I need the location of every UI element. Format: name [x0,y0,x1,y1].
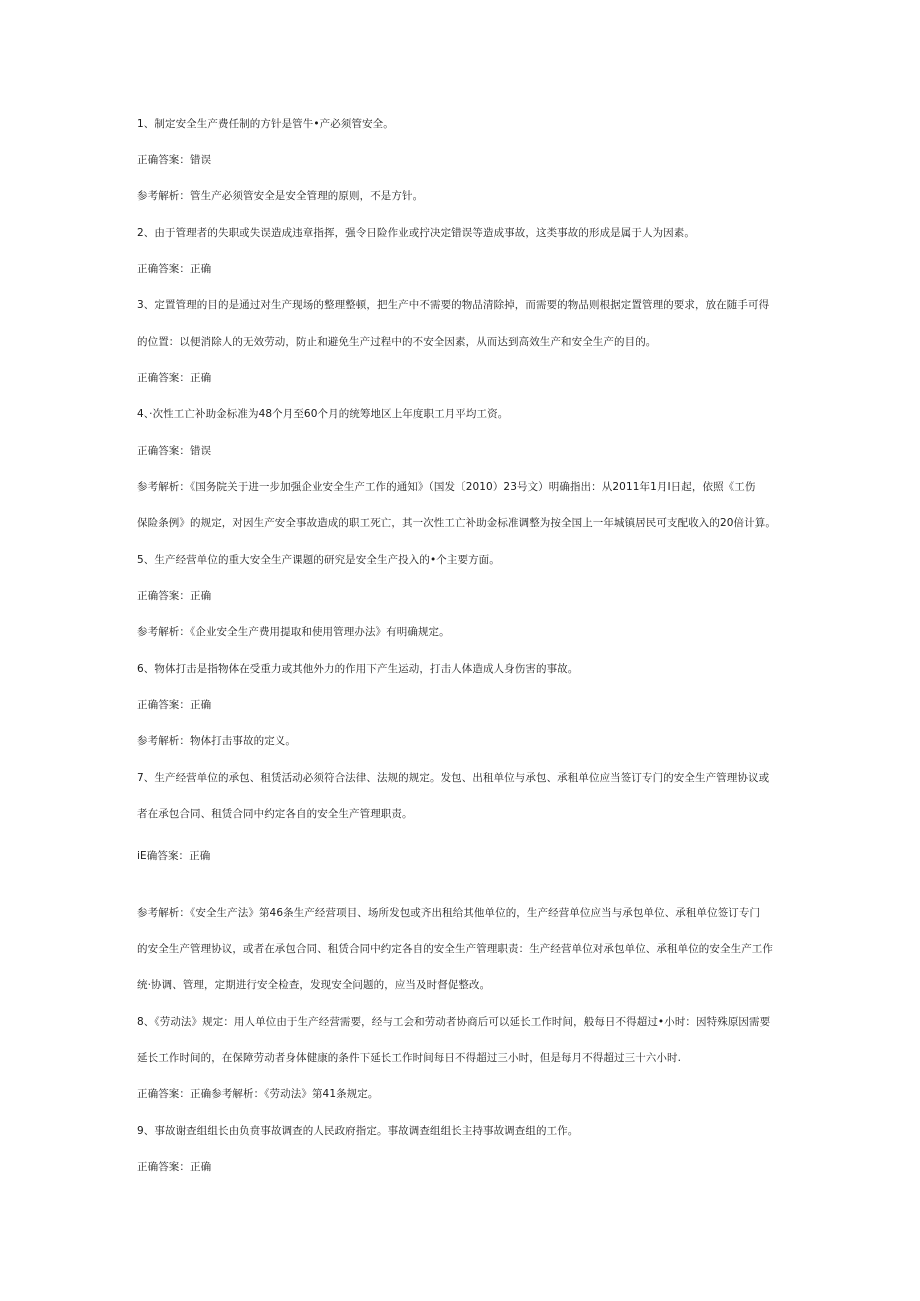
answer-1: 正确答案：错误 [137,154,212,166]
explanation-7-line-2: 的安全生产管理协议，或者在承包合同、租赁合同中约定各自的安全生产管理职责：生产经营单位对承包单位、承租单位的安全生产工作 [137,943,773,955]
question-3-line-2: 的位置：以便消除人的无效劳动，防止和避免生产过程中的不安全因素，从而达到高效生产和安全生产的目的。 [137,336,657,348]
question-8-line-1: 8、《劳动法》规定：用人单位由于生产经营需要，经与工会和劳动者协商后可以延长工作时间，般每日不得超过•小时：因特殊原因需要 [137,1016,771,1028]
answer-2: 正确答案：正确 [137,263,212,275]
answer-4: 正确答案：错误 [137,445,212,457]
question-7-line-2: 者在承包合同、租赁合同中约定各自的安全生产管理职责。 [137,808,413,820]
answer-6: 正确答案：正确 [137,699,212,711]
question-4: 4、·次性工亡补助金标准为48个月至60个月的统筹地区上年度职工月平均工资。 [137,408,509,420]
explanation-1: 参考解析：管生产必须管安全是安全管理的原则，不是方针。 [137,190,424,202]
question-6: 6、物体打击是指物体在受重力或其他外力的作用下产生运动，打击人体造成人身伤害的事故。 [137,663,579,675]
question-3-line-1: 3、定置管理的目的是通过对生产现场的整理整顿，把生产中不需要的物品清除掉，而需要的物品则根据定置管理的要求，放在随手可得 [137,299,770,311]
explanation-7-line-1: 参考解析：《安全生产法》第46条生产经营项目、场所发包或齐出租给其他单位的，生产经营单位应当与承包单位、承租单位签订专门 [137,907,761,919]
answer-8: 正确答案：正确参考解析：《劳动法》第41条规定。 [137,1088,379,1100]
question-8-line-2: 延长工作时间的，在保障劳动者身体健康的条件下延长工作时间每日不得超过三小时，但是每月不得超过三十六小时. [137,1052,682,1064]
question-9: 9、事故谢查组组长由负贲事故调查的人民政府指定。事故调查组组长主持事故调查组的工作。 [137,1125,579,1137]
answer-7: iE确答案：正确 [137,850,211,862]
explanation-6: 参考解析：物体打击事故的定义。 [137,735,296,747]
explanation-4-line-1: 参考解析：《国务院关于进一步加强企业安全生产工作的通知》（国发〔2010）23号文）明确指出：从2011年1月I日起，依照《工伤 [137,481,756,493]
question-7-line-1: 7、生产经营单位的承包、租赁活动必须符合法律、法规的规定。发包、出租单位与承包、承租单位应当签订专门的安全生产管理协议或 [137,772,770,784]
explanation-4-line-2: 保险条例》的规定，对因生产安全事故造成的职工死亡，其一次性工亡补助金标准调整为按全国上一年城镇居民可支配收入的20倍计算。 [137,517,776,529]
question-5: 5、生产经营单位的重大安全生产课题的研究是安全生产投入的•个主要方面。 [137,554,500,566]
explanation-5: 参考解析：《企业安全生产费用提取和使用管理办法》有明确规定。 [137,626,450,638]
answer-5: 正确答案：正确 [137,590,212,602]
question-2: 2、由于管理者的失职或失误造成违章指挥，强令日险作业或拧决定错误等造成事故，这类事故的形成是属于人为因素。 [137,227,695,239]
explanation-7-line-3: 统·协调、管理，定期进行安全检查，发现安全问题的，应当及时督促整改。 [137,979,491,991]
question-1: 1、制定安全生产费任制的方针是管牛•产必须管安全。 [137,118,394,130]
answer-3: 正确答案：正确 [137,372,212,384]
answer-9: 正确答案：正确 [137,1161,212,1173]
